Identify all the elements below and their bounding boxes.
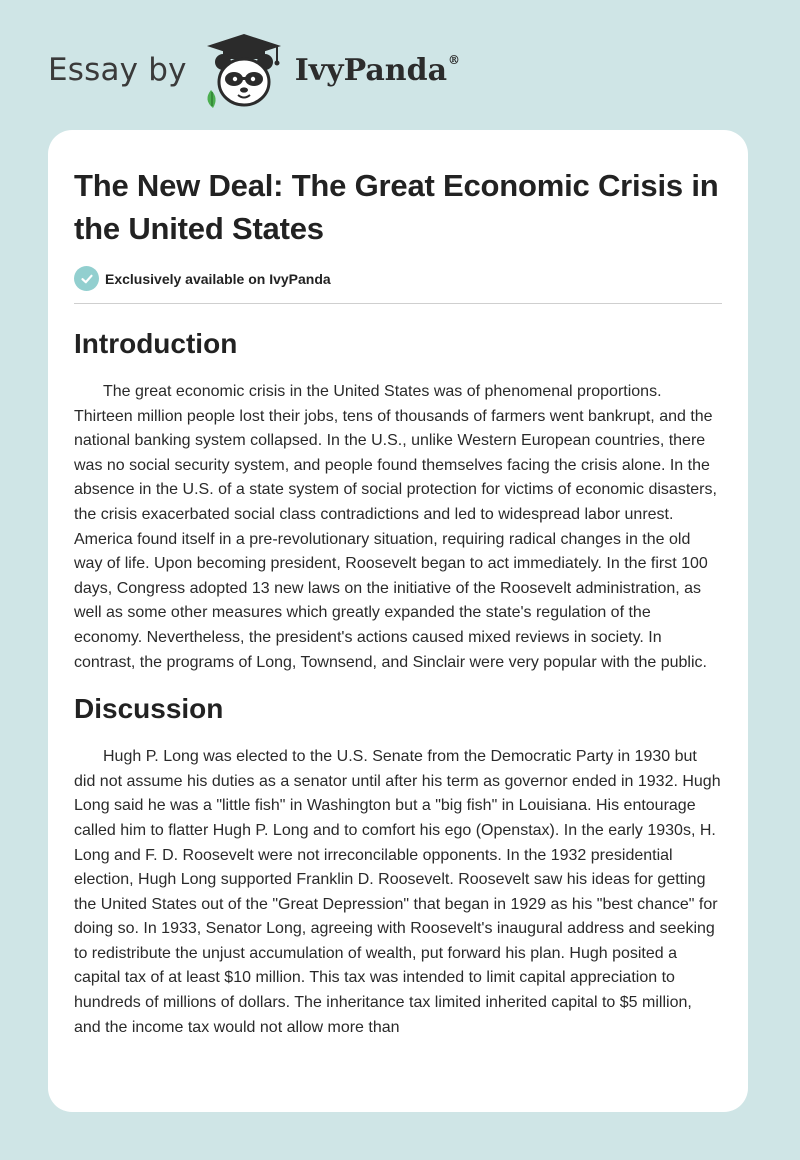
section-discussion (74, 691, 722, 1040)
section-paragraph: The great economic crisis in the United States was of phenomenal proportions. Thirteen million people lost their jobs, tens of thousands of farmers went bankrupt, and the national banking system collapsed. In the U.S., unlike Western European countries, there was no social security system, and people found themselves facing the crisis alone. In the absence in the U.S. of a state system of social protection for victims of economic disasters, the crisis exacerbated social class contradictions and led to widespread labor unrest. America found itself in a pre-revolutionary situation, requiring radical changes in the old way of life. Upon becoming president, Roosevelt began to act immediately. In the first 100 days, Congress adopted 13 new laws on the initiative of the Roosevelt administration, as well as some other measures which greatly expanded the state's regulation of the economy. Nevertheless, the president's actions caused mixed reviews in society. In contrast, the programs of Long, Townsend, and Sinclair were very popular with the public. (74, 383, 717, 671)
divider (74, 303, 722, 304)
section-introduction (74, 326, 722, 675)
brand-prefix: Essay by (48, 52, 187, 88)
brand-name: IvyPanda® (294, 52, 461, 88)
essay-card (48, 130, 748, 1112)
badge-label: Exclusively available on IvyPanda (105, 270, 331, 287)
section-heading: Introduction (74, 328, 238, 359)
page-title: The New Deal: The Great Economic Crisis in the United States (74, 168, 719, 246)
section-paragraph: Hugh P. Long was elected to the U.S. Senate from the Democratic Party in 1930 but did not assume his duties as a senator until after his term as governor ended in 1932. Hugh Long said he was a "little fish" in Washington but a "big fish" in Louisiana. His entourage called him to flatter Hugh P. Long and to comfort his ego (Openstax). In the early 1930s, H. Long and F. D. Roosevelt were not irreconcilable opponents. In the 1932 presidential election, Hugh Long supported Franklin D. Roosevelt. Roosevelt saw his ideas for getting the United States out of the "Great Depression" that began in 1929 as his "best chance" for doing so. In 1933, Senator Long, agreeing with Roosevelt's inaugural address and seeking to redistribute the unjust accumulation of wealth, put forward his plan. Hugh posited a capital tax of at least $10 million. This tax was intended to limit capital appreciation to hundreds of millions of dollars. The inheritance tax limited inherited capital to $5 million, and the income tax would not allow more than (74, 748, 721, 1036)
section-heading: Discussion (74, 693, 224, 725)
panda-logo-icon (201, 30, 287, 110)
brand-header (48, 30, 460, 110)
exclusive-badge (74, 266, 722, 291)
checkmark-icon (74, 266, 99, 291)
